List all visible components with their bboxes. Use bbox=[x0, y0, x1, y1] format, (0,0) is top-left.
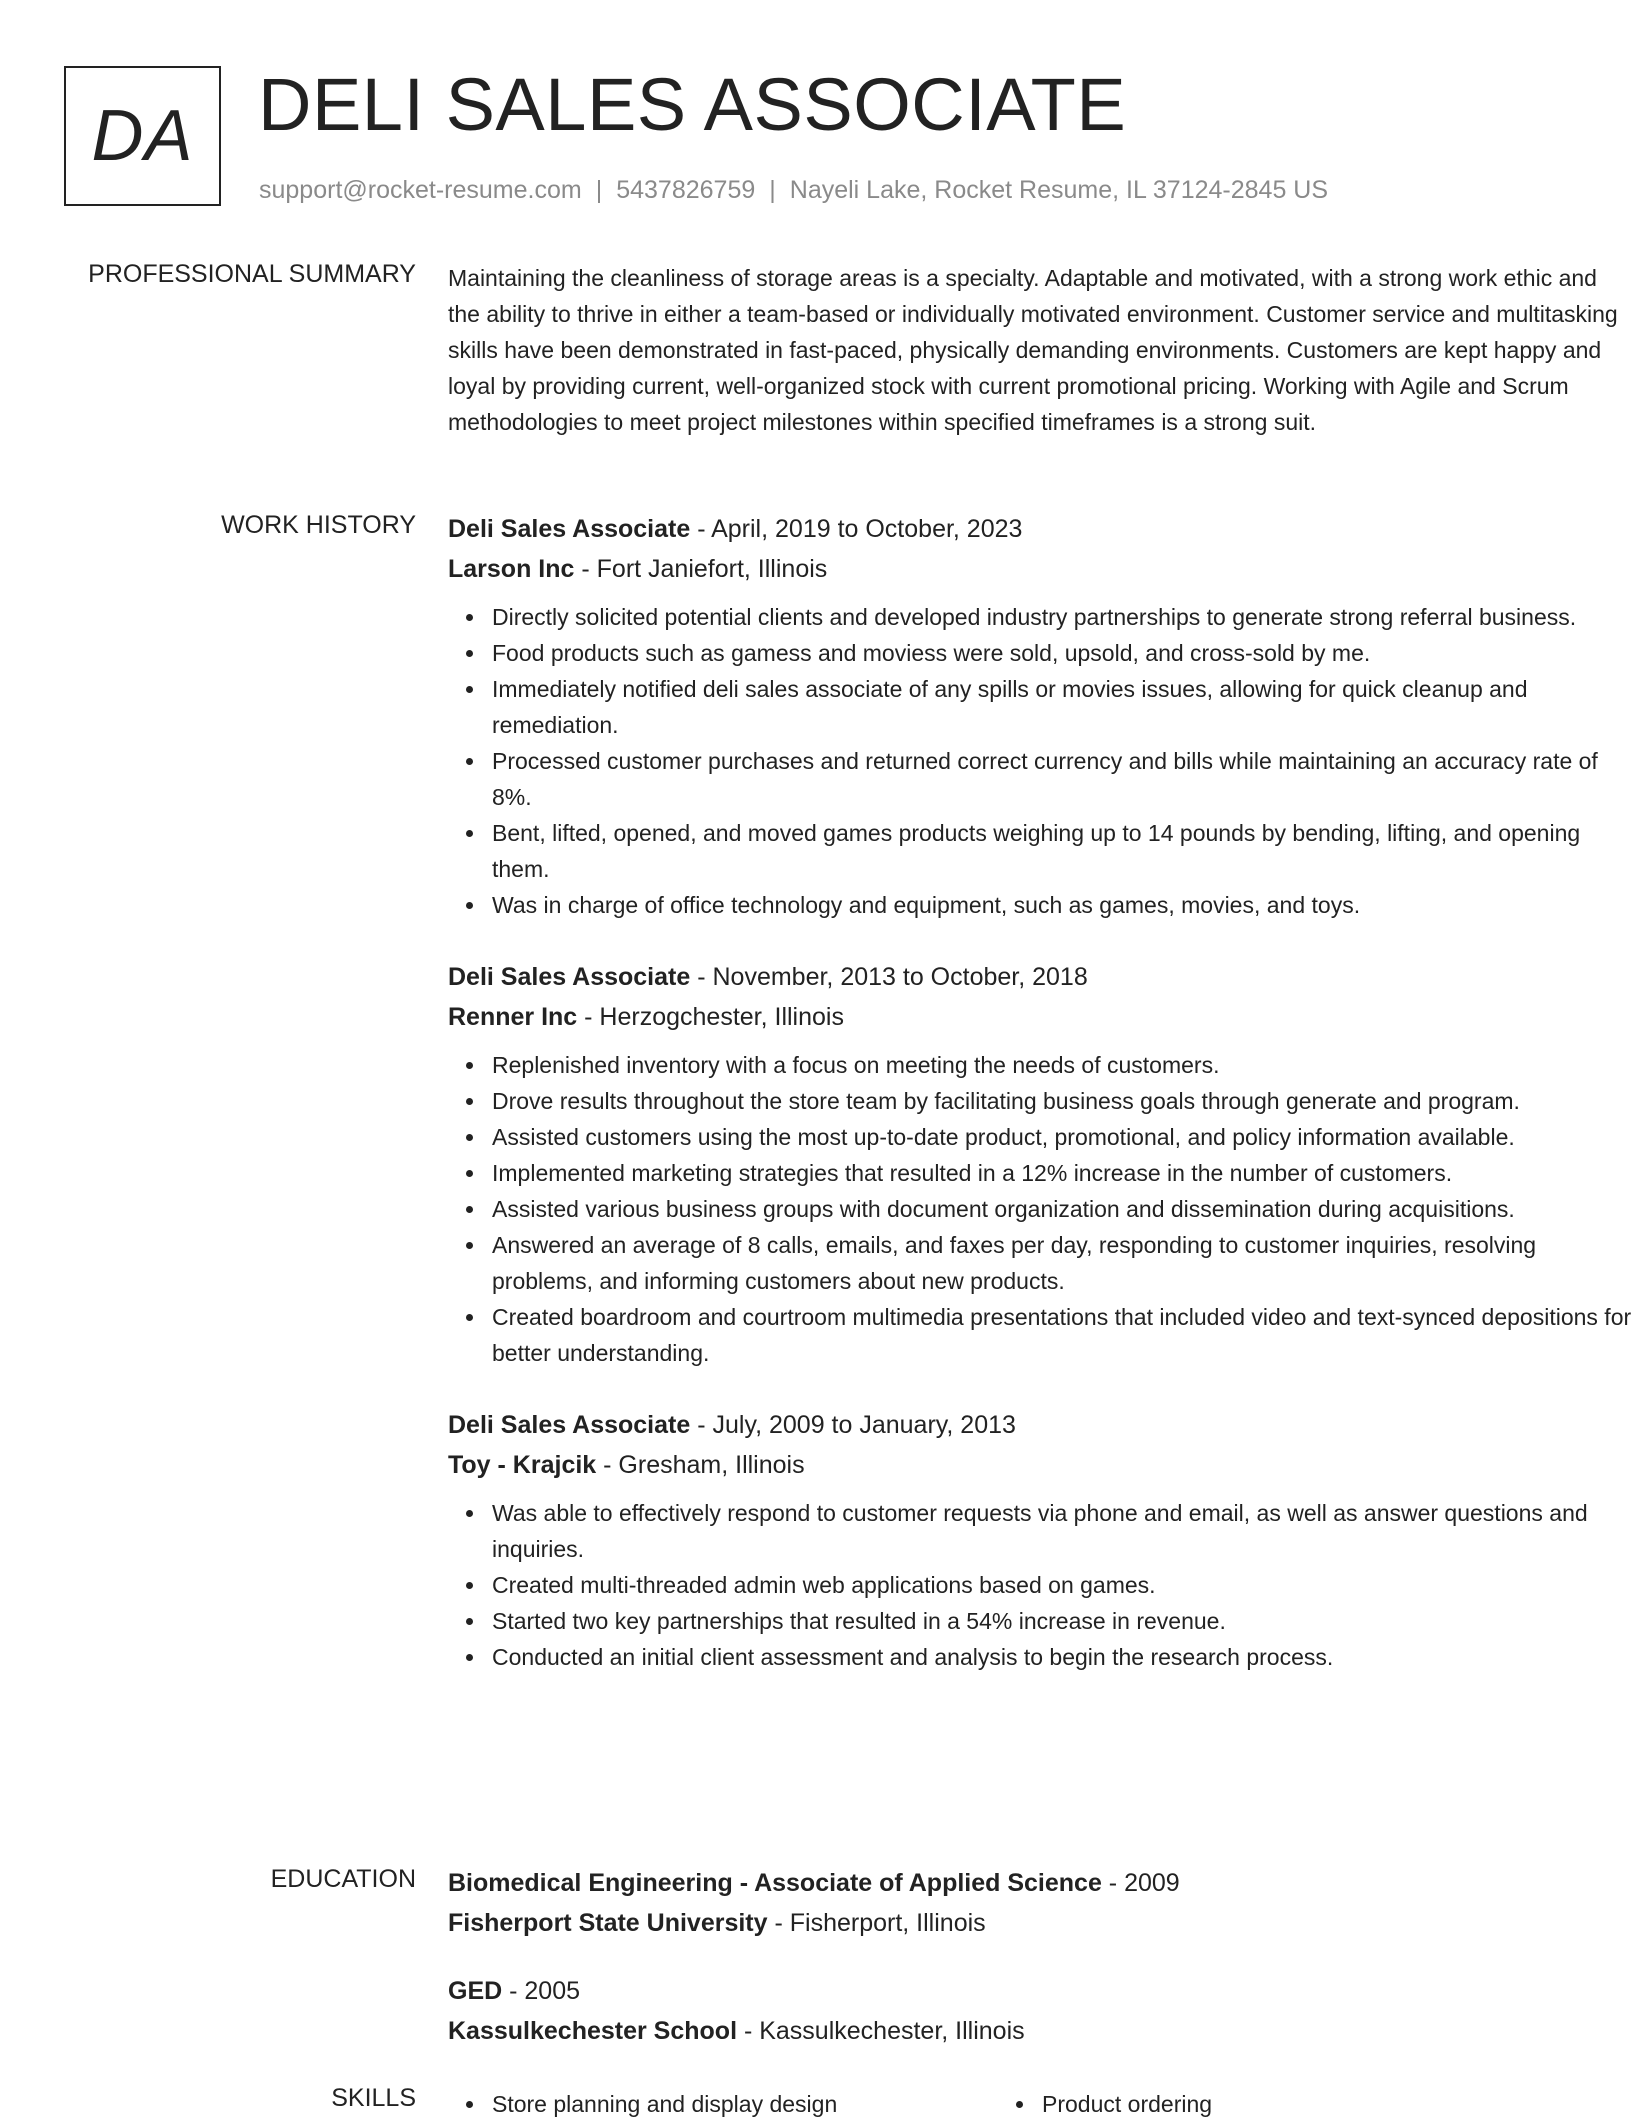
education-entry bbox=[448, 1971, 1632, 2051]
skills-column bbox=[448, 2086, 998, 2122]
bullet-item: Directly solicited potential clients and developed industry partnerships to generate strong referral business. bbox=[492, 599, 1632, 635]
bullet-item: Started two key partnerships that resulted in a 54% increase in revenue. bbox=[492, 1603, 1632, 1639]
job-title: Deli Sales Associate bbox=[448, 963, 691, 991]
school-name: Kassulkechester School bbox=[448, 2017, 738, 2045]
job-title-line bbox=[448, 1405, 1632, 1445]
job-location: - Gresham, Illinois bbox=[596, 1451, 805, 1479]
contact-separator: | bbox=[595, 176, 603, 204]
job-company-line bbox=[448, 997, 1632, 1037]
resume-name: DELI SALES ASSOCIATE bbox=[258, 63, 1127, 146]
education-heading: EDUCATION bbox=[270, 1865, 416, 1893]
degree-line bbox=[448, 1971, 1632, 2011]
degree-year: - 2005 bbox=[502, 1977, 581, 2005]
school-location: - Fisherport, Illinois bbox=[767, 1909, 986, 1937]
bullet-item: Was in charge of office technology and equipment, such as games, movies, and toys. bbox=[492, 887, 1632, 923]
job-location: - Herzogchester, Illinois bbox=[577, 1003, 844, 1031]
skill-item: Store planning and display design bbox=[492, 2086, 998, 2122]
job-bullets bbox=[448, 1047, 1632, 1371]
job-title: Deli Sales Associate bbox=[448, 515, 691, 543]
bullet-item: Replenished inventory with a focus on meeting the needs of customers. bbox=[492, 1047, 1632, 1083]
education-list bbox=[448, 1863, 1632, 2079]
bullet-item: Was able to effectively respond to customer requests via phone and email, as well as answer questions and inquiries. bbox=[492, 1495, 1632, 1567]
job-entry bbox=[448, 509, 1632, 923]
degree-name: Biomedical Engineering - Associate of Applied Science bbox=[448, 1869, 1102, 1897]
job-title-line bbox=[448, 509, 1632, 549]
resume-header bbox=[64, 63, 1584, 210]
bullet-item: Assisted various business groups with document organization and dissemination during acquisitions. bbox=[492, 1191, 1632, 1227]
work-history-heading: WORK HISTORY bbox=[221, 511, 416, 539]
contact-address: Nayeli Lake, Rocket Resume, IL 37124-2845 US bbox=[789, 176, 1329, 204]
job-location: - Fort Janiefort, Illinois bbox=[574, 555, 828, 583]
job-title: Deli Sales Associate bbox=[448, 1411, 691, 1439]
skills-column bbox=[998, 2086, 1548, 2122]
monogram-logo: DA bbox=[64, 66, 221, 206]
bullet-item: Created multi-threaded admin web applications based on games. bbox=[492, 1567, 1632, 1603]
bullet-item: Immediately notified deli sales associate of any spills or movies issues, allowing for quick cleanup and remediation. bbox=[492, 671, 1632, 743]
contact-email: support@rocket-resume.com bbox=[259, 176, 582, 204]
job-company: Larson Inc bbox=[448, 555, 575, 583]
job-title-line bbox=[448, 957, 1632, 997]
job-entry bbox=[448, 1405, 1632, 1675]
job-company-line bbox=[448, 549, 1632, 589]
summary-text: Maintaining the cleanliness of storage areas is a specialty. Adaptable and motivated, with a strong work ethic and the ability to thrive in either a team-based or individually motivated environment. Customer service and multitasking skills have been demonstrated in fast-paced, physically demanding environments. Customers are kept happy and loyal by providing current, well-organized stock with current promotional pricing. Working with Agile and Scrum methodologies to meet project milestones within specified timeframes is a strong suit. bbox=[448, 265, 1618, 435]
job-dates: - April, 2019 to October, 2023 bbox=[690, 515, 1023, 543]
job-dates: - July, 2009 to January, 2013 bbox=[690, 1411, 1016, 1439]
school-line bbox=[448, 2011, 1632, 2051]
degree-year: - 2009 bbox=[1101, 1869, 1180, 1897]
degree-line bbox=[448, 1863, 1632, 1903]
contact-phone: 5437826759 bbox=[616, 176, 756, 204]
bullet-item: Implemented marketing strategies that resulted in a 12% increase in the number of customers. bbox=[492, 1155, 1632, 1191]
job-dates: - November, 2013 to October, 2018 bbox=[690, 963, 1088, 991]
bullet-item: Drove results throughout the store team by facilitating business goals through generate and program. bbox=[492, 1083, 1632, 1119]
bullet-item: Created boardroom and courtroom multimedia presentations that included video and text-synced depositions for better understanding. bbox=[492, 1299, 1632, 1371]
job-company: Renner Inc bbox=[448, 1003, 578, 1031]
degree-name: GED bbox=[448, 1977, 503, 2005]
contact-line bbox=[259, 176, 1328, 205]
job-company: Toy - Krajcik bbox=[448, 1451, 597, 1479]
summary-heading: PROFESSIONAL SUMMARY bbox=[88, 260, 416, 288]
bullet-item: Bent, lifted, opened, and moved games products weighing up to 14 pounds by bending, lifting, and opening them. bbox=[492, 815, 1632, 887]
school-line bbox=[448, 1903, 1632, 1943]
skills-bullets bbox=[448, 2086, 998, 2122]
bullet-item: Assisted customers using the most up-to-date product, promotional, and policy information available. bbox=[492, 1119, 1632, 1155]
job-entry bbox=[448, 957, 1632, 1371]
job-bullets bbox=[448, 1495, 1632, 1675]
job-bullets bbox=[448, 599, 1632, 923]
education-entry bbox=[448, 1863, 1632, 1943]
skills-heading: SKILLS bbox=[331, 2084, 416, 2112]
bullet-item: Conducted an initial client assessment and analysis to begin the research process. bbox=[492, 1639, 1632, 1675]
skill-item: Product ordering bbox=[1042, 2086, 1548, 2122]
bullet-item: Processed customer purchases and returned correct currency and bills while maintaining an accuracy rate of 8%. bbox=[492, 743, 1632, 815]
skills-bullets bbox=[998, 2086, 1548, 2122]
job-company-line bbox=[448, 1445, 1632, 1485]
school-location: - Kassulkechester, Illinois bbox=[737, 2017, 1025, 2045]
contact-separator: | bbox=[769, 176, 776, 204]
school-name: Fisherport State University bbox=[448, 1909, 768, 1937]
bullet-item: Food products such as gamess and moviess were sold, upsold, and cross-sold by me. bbox=[492, 635, 1632, 671]
jobs-list bbox=[448, 509, 1632, 1709]
bullet-item: Answered an average of 8 calls, emails, and faxes per day, responding to customer inquiries, resolving problems, and informing customers about new products. bbox=[492, 1227, 1632, 1299]
skills-list bbox=[448, 2086, 1632, 2122]
